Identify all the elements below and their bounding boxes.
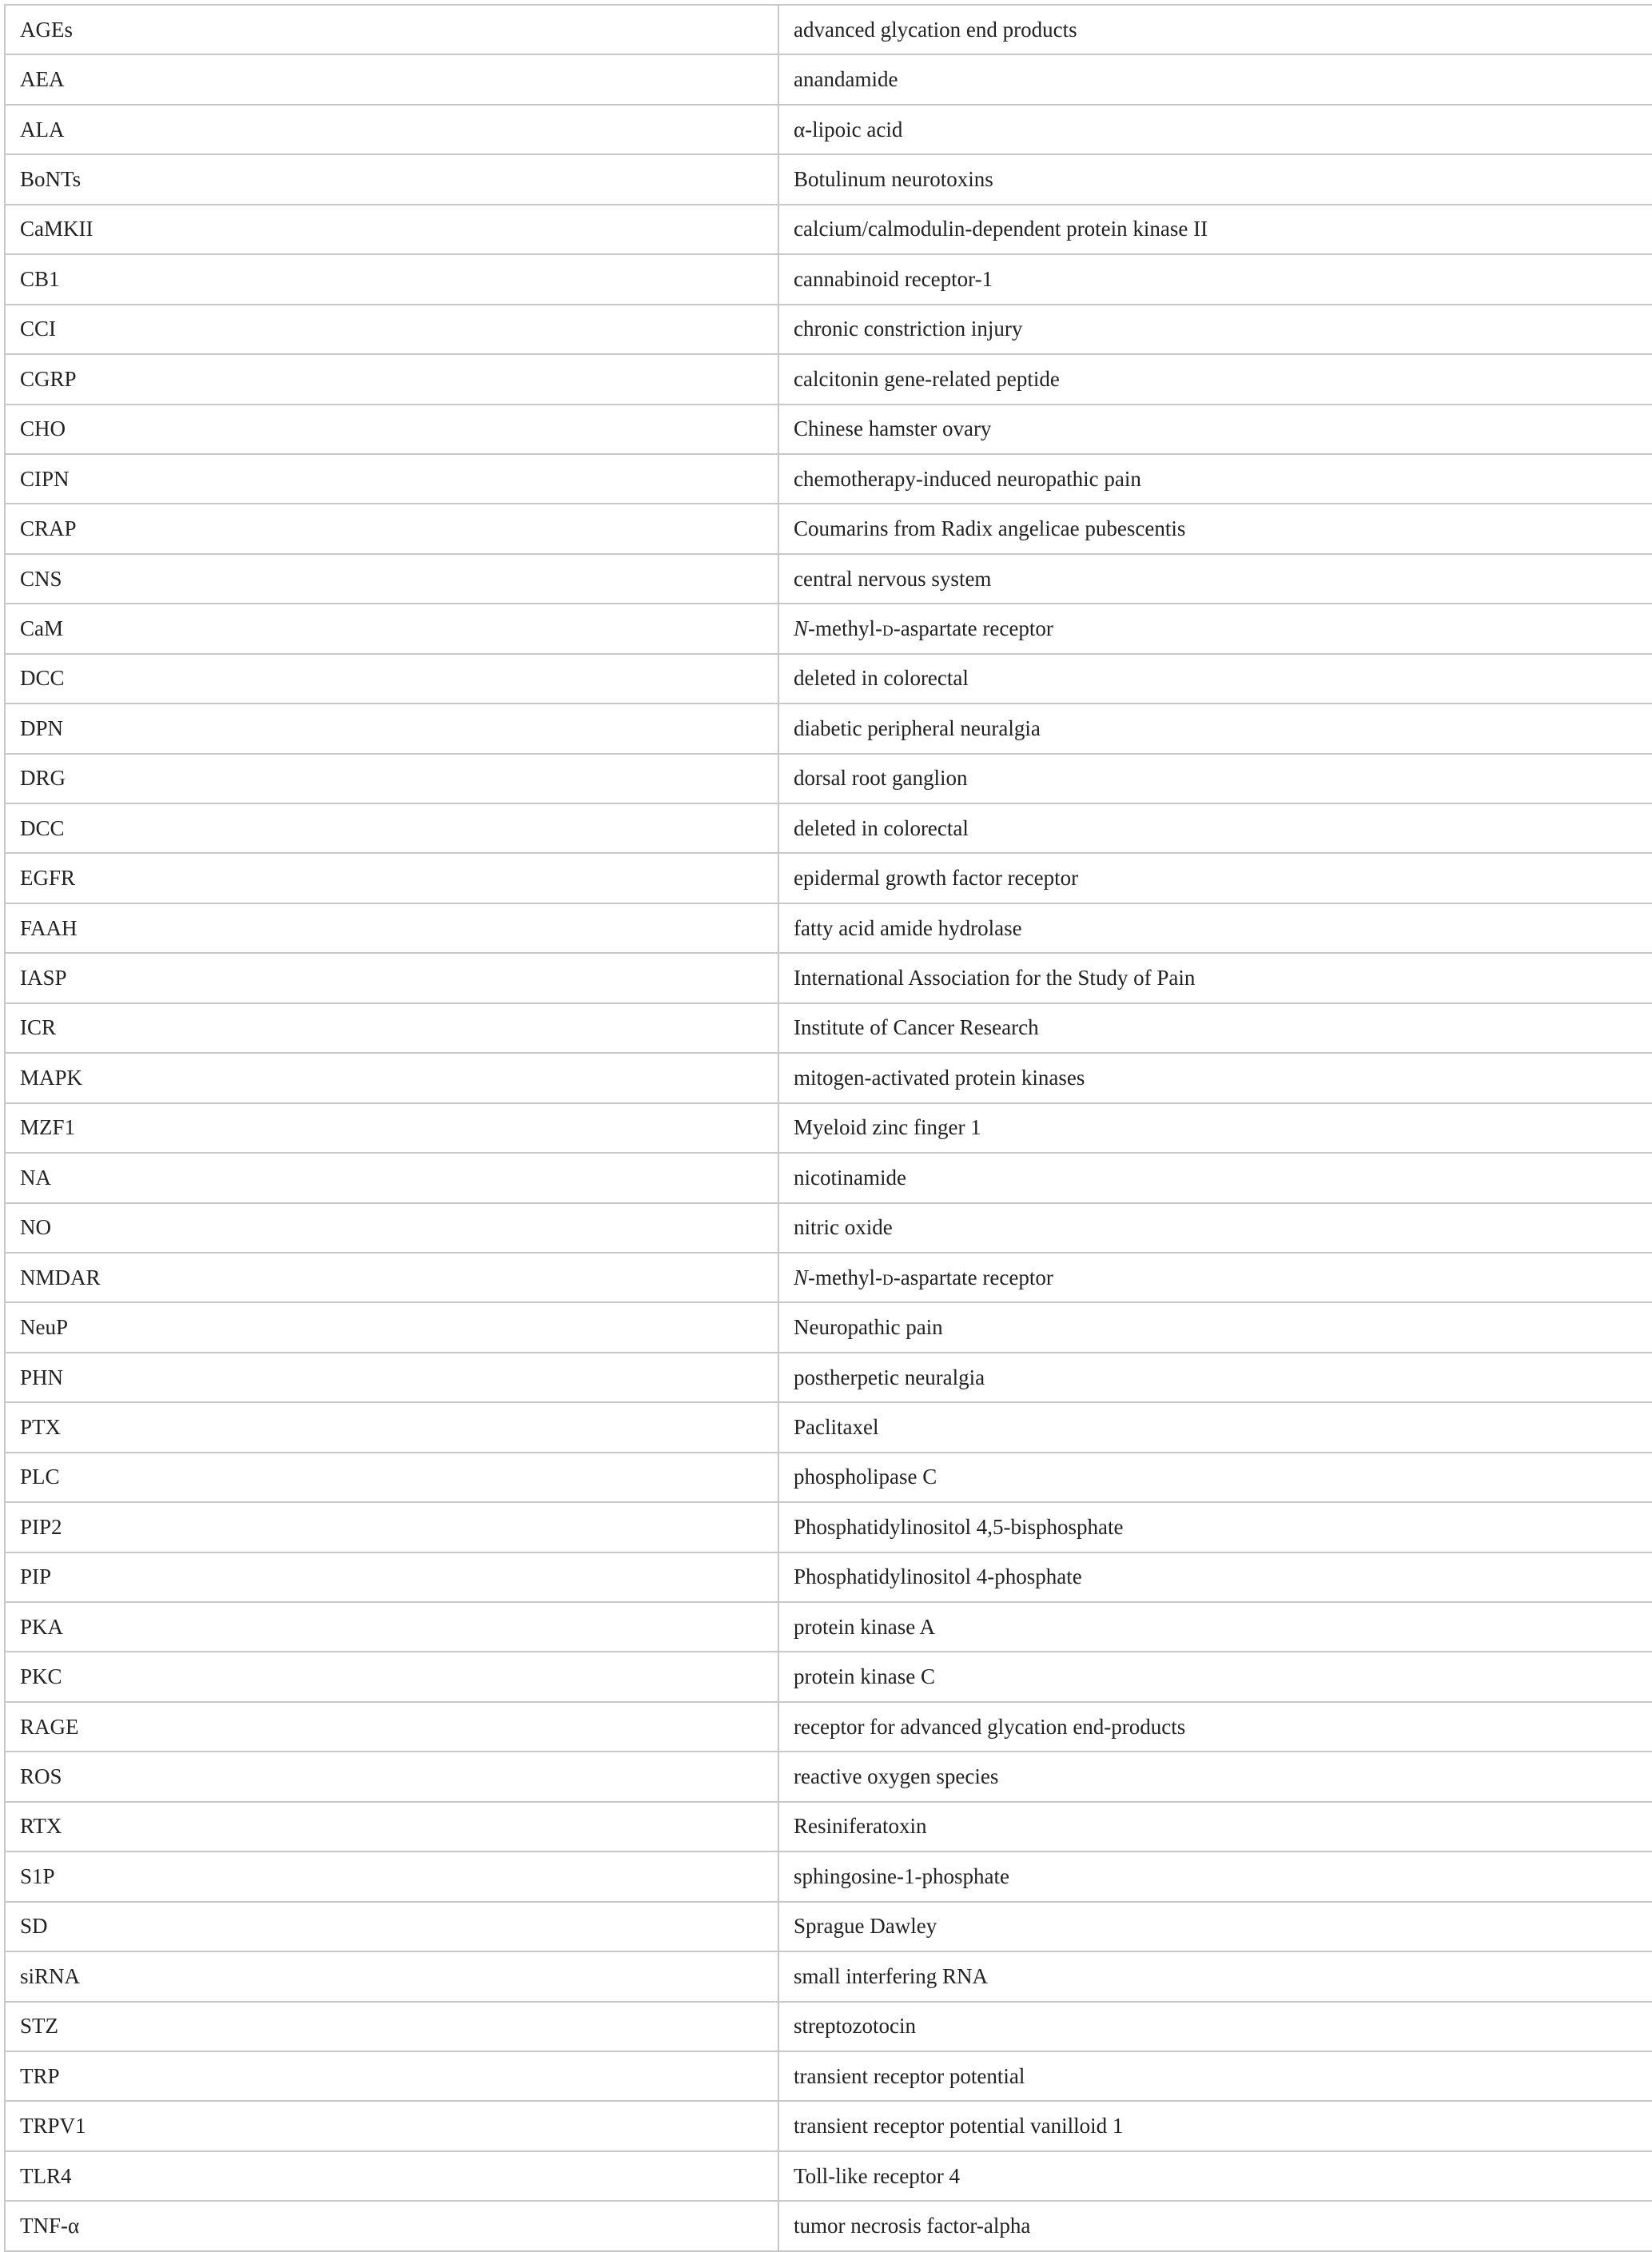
definition-cell: dorsal root ganglion xyxy=(778,754,1652,803)
abbreviations-table-body xyxy=(5,5,1652,2251)
abbreviation-cell: CB1 xyxy=(5,254,778,304)
definition-smallcaps-part: d xyxy=(882,1265,894,1289)
abbreviation-cell: DCC xyxy=(5,803,778,853)
abbreviation-cell: NMDAR xyxy=(5,1253,778,1302)
table-row xyxy=(5,754,1652,803)
definition-cell: streptozotocin xyxy=(778,2002,1652,2051)
definition-cell: nicotinamide xyxy=(778,1153,1652,1202)
abbreviation-cell: RTX xyxy=(5,1802,778,1851)
definition-cell: epidermal growth factor receptor xyxy=(778,853,1652,903)
definition-cell: chemotherapy-induced neuropathic pain xyxy=(778,454,1652,504)
definition-cell: advanced glycation end products xyxy=(778,5,1652,54)
table-row xyxy=(5,1353,1652,1402)
abbreviation-cell: TLR4 xyxy=(5,2151,778,2201)
table-row xyxy=(5,2201,1652,2250)
definition-cell: fatty acid amide hydrolase xyxy=(778,903,1652,953)
definition-cell: nitric oxide xyxy=(778,1203,1652,1253)
definition-cell: Neuropathic pain xyxy=(778,1302,1652,1352)
table-row xyxy=(5,1902,1652,1951)
definition-text-part: -aspartate receptor xyxy=(893,616,1053,640)
table-row xyxy=(5,105,1652,154)
table-row xyxy=(5,305,1652,354)
definition-cell: phospholipase C xyxy=(778,1453,1652,1502)
definition-cell: postherpetic neuralgia xyxy=(778,1353,1652,1402)
table-row xyxy=(5,504,1652,553)
table-row xyxy=(5,1003,1652,1053)
definition-cell: anandamide xyxy=(778,54,1652,104)
definition-cell: chronic constriction injury xyxy=(778,305,1652,354)
abbreviation-cell: PIP2 xyxy=(5,1502,778,1552)
definition-cell: Paclitaxel xyxy=(778,1402,1652,1452)
definition-smallcaps-part: d xyxy=(882,616,894,640)
abbreviation-cell: PIP xyxy=(5,1552,778,1602)
definition-cell: calcitonin gene-related peptide xyxy=(778,354,1652,404)
abbreviation-cell: PLC xyxy=(5,1453,778,1502)
definition-italic-part: N xyxy=(794,616,809,640)
definition-cell: tumor necrosis factor-alpha xyxy=(778,2201,1652,2250)
table-row xyxy=(5,154,1652,204)
table-row xyxy=(5,1652,1652,1701)
table-row xyxy=(5,1802,1652,1851)
abbreviation-cell: PHN xyxy=(5,1353,778,1402)
abbreviation-cell: siRNA xyxy=(5,1951,778,2001)
table-row xyxy=(5,5,1652,54)
definition-cell: sphingosine-1-phosphate xyxy=(778,1851,1652,1901)
table-row xyxy=(5,604,1652,653)
abbreviation-cell: CNS xyxy=(5,554,778,604)
table-row xyxy=(5,54,1652,104)
definition-text-part: -methyl- xyxy=(808,1265,882,1289)
abbreviation-cell: FAAH xyxy=(5,903,778,953)
abbreviation-cell: AEA xyxy=(5,54,778,104)
definition-cell: small interfering RNA xyxy=(778,1951,1652,2001)
definition-cell: Chinese hamster ovary xyxy=(778,405,1652,454)
table-row xyxy=(5,2051,1652,2101)
abbreviation-cell: BoNTs xyxy=(5,154,778,204)
abbreviation-cell: STZ xyxy=(5,2002,778,2051)
table-row xyxy=(5,803,1652,853)
definition-cell: deleted in colorectal xyxy=(778,803,1652,853)
table-row xyxy=(5,654,1652,704)
table-row xyxy=(5,1851,1652,1901)
definition-cell: α-lipoic acid xyxy=(778,105,1652,154)
abbreviation-cell: EGFR xyxy=(5,853,778,903)
table-row xyxy=(5,1103,1652,1153)
abbreviation-cell: DCC xyxy=(5,654,778,704)
abbreviation-cell: SD xyxy=(5,1902,778,1951)
table-row xyxy=(5,1053,1652,1102)
abbreviation-cell: CaMKII xyxy=(5,205,778,254)
abbreviations-table xyxy=(4,4,1652,2252)
abbreviation-cell: CHO xyxy=(5,405,778,454)
definition-cell xyxy=(778,1253,1652,1302)
abbreviation-cell: CRAP xyxy=(5,504,778,553)
abbreviation-cell: DRG xyxy=(5,754,778,803)
abbreviation-cell: IASP xyxy=(5,953,778,1002)
abbreviation-cell: PTX xyxy=(5,1402,778,1452)
definition-cell: receptor for advanced glycation end-products xyxy=(778,1702,1652,1752)
definition-cell: Coumarins from Radix angelicae pubescentis xyxy=(778,504,1652,553)
abbreviation-cell: CGRP xyxy=(5,354,778,404)
abbreviation-cell: TNF-α xyxy=(5,2201,778,2250)
table-row xyxy=(5,2101,1652,2150)
definition-cell: Sprague Dawley xyxy=(778,1902,1652,1951)
table-row xyxy=(5,853,1652,903)
abbreviation-cell: NeuP xyxy=(5,1302,778,1352)
abbreviation-cell: MAPK xyxy=(5,1053,778,1102)
abbreviation-cell: CaM xyxy=(5,604,778,653)
table-row xyxy=(5,1552,1652,1602)
abbreviation-cell: MZF1 xyxy=(5,1103,778,1153)
table-row xyxy=(5,1702,1652,1752)
table-row xyxy=(5,704,1652,753)
abbreviation-cell: S1P xyxy=(5,1851,778,1901)
definition-cell: International Association for the Study of Pain xyxy=(778,953,1652,1002)
abbreviation-cell: AGEs xyxy=(5,5,778,54)
definition-cell: Phosphatidylinositol 4,5-bisphosphate xyxy=(778,1502,1652,1552)
table-row xyxy=(5,1752,1652,1801)
table-row xyxy=(5,454,1652,504)
abbreviation-cell: NO xyxy=(5,1203,778,1253)
definition-cell: Institute of Cancer Research xyxy=(778,1003,1652,1053)
table-row xyxy=(5,1302,1652,1352)
table-row xyxy=(5,1453,1652,1502)
abbreviation-cell: RAGE xyxy=(5,1702,778,1752)
table-row xyxy=(5,1153,1652,1202)
abbreviation-cell: CCI xyxy=(5,305,778,354)
table-row xyxy=(5,2151,1652,2201)
table-row xyxy=(5,1602,1652,1652)
definition-text-part: -aspartate receptor xyxy=(893,1265,1053,1289)
definition-text-part: -methyl- xyxy=(808,616,882,640)
table-row xyxy=(5,354,1652,404)
definition-cell: calcium/calmodulin-dependent protein kinase II xyxy=(778,205,1652,254)
definition-cell: Botulinum neurotoxins xyxy=(778,154,1652,204)
definition-italic-part: N xyxy=(794,1265,809,1289)
definition-cell: mitogen-activated protein kinases xyxy=(778,1053,1652,1102)
table-row xyxy=(5,2002,1652,2051)
abbreviation-cell: TRPV1 xyxy=(5,2101,778,2150)
definition-cell: Toll-like receptor 4 xyxy=(778,2151,1652,2201)
definition-cell: transient receptor potential xyxy=(778,2051,1652,2101)
table-row xyxy=(5,953,1652,1002)
table-row xyxy=(5,1253,1652,1302)
table-row xyxy=(5,554,1652,604)
definition-cell: diabetic peripheral neuralgia xyxy=(778,704,1652,753)
abbreviation-cell: ICR xyxy=(5,1003,778,1053)
table-row xyxy=(5,1502,1652,1552)
abbreviation-cell: CIPN xyxy=(5,454,778,504)
definition-cell: protein kinase C xyxy=(778,1652,1652,1701)
definition-cell: Resiniferatoxin xyxy=(778,1802,1652,1851)
abbreviation-cell: ALA xyxy=(5,105,778,154)
definition-cell: transient receptor potential vanilloid 1 xyxy=(778,2101,1652,2150)
abbreviation-cell: NA xyxy=(5,1153,778,1202)
table-row xyxy=(5,405,1652,454)
abbreviation-cell: DPN xyxy=(5,704,778,753)
definition-cell xyxy=(778,604,1652,653)
definition-cell: central nervous system xyxy=(778,554,1652,604)
definition-cell: Myeloid zinc finger 1 xyxy=(778,1103,1652,1153)
table-row xyxy=(5,1402,1652,1452)
table-row xyxy=(5,903,1652,953)
abbreviation-cell: TRP xyxy=(5,2051,778,2101)
table-row xyxy=(5,1203,1652,1253)
table-row xyxy=(5,205,1652,254)
abbreviation-cell: PKC xyxy=(5,1652,778,1701)
definition-cell: cannabinoid receptor-1 xyxy=(778,254,1652,304)
table-row xyxy=(5,254,1652,304)
definition-cell: deleted in colorectal xyxy=(778,654,1652,704)
abbreviation-cell: ROS xyxy=(5,1752,778,1801)
definition-cell: reactive oxygen species xyxy=(778,1752,1652,1801)
definition-cell: protein kinase A xyxy=(778,1602,1652,1652)
definition-cell: Phosphatidylinositol 4-phosphate xyxy=(778,1552,1652,1602)
abbreviation-cell: PKA xyxy=(5,1602,778,1652)
table-row xyxy=(5,1951,1652,2001)
